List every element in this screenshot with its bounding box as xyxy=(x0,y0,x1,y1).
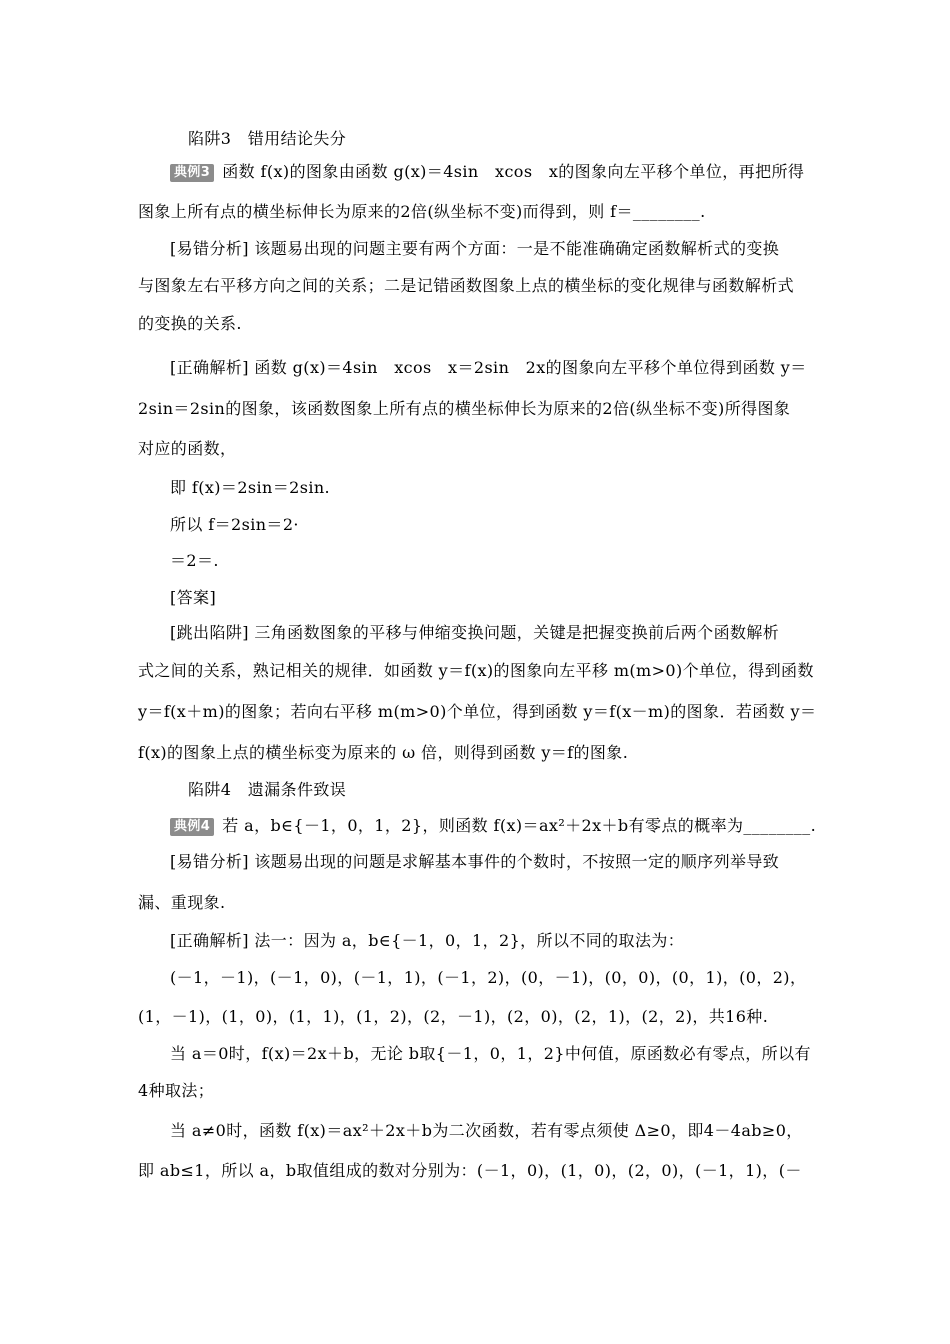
trap4-solution-line1: [正确解析] 法一：因为 a，b∈{－1，0，1，2}，所以不同的取法为： xyxy=(170,931,685,950)
trap4-error-line2: 漏、重现象. xyxy=(138,893,226,912)
trap3-solution-line4: 即 f(x)＝2sin＝2sin. xyxy=(170,478,331,497)
trap3-tip-line1: [跳出陷阱] 三角函数图象的平移与伸缩变换问题，关键是把握变换前后两个函数解析 xyxy=(170,623,780,642)
trap4-solution-line4: 当 a＝0时，f(x)＝2x＋b，无论 b取{－1，0，1，2}中何值，原函数必有零点，所以有 xyxy=(170,1044,811,1063)
trap3-solution-line3: 对应的函数， xyxy=(138,439,237,458)
trap4-error-line1: [易错分析] 该题易出现的问题是求解基本事件的个数时，不按照一定的顺序列举导致 xyxy=(170,852,780,871)
trap3-solution-line5: 所以 f＝2sin＝2· xyxy=(170,515,299,534)
trap3-error-line3: 的变换的关系. xyxy=(138,314,242,333)
trap4-solution-line6: 当 a≠0时，函数 f(x)＝ax²＋2x＋b为二次函数，若有零点须使 Δ≥0，即4－4ab≥0， xyxy=(170,1121,803,1140)
trap4-title: 陷阱4 遗漏条件致误 xyxy=(188,780,347,799)
example-badge: 典例3 xyxy=(170,164,214,182)
trap4-solution-line3: (1，－1)，(1，0)，(1，1)，(1，2)，(2，－1)，(2，0)，(2，1)，(2，2)，共16种. xyxy=(138,1007,769,1026)
trap3-problem-line2: 图象上所有点的横坐标伸长为原来的2倍(纵坐标不变)而得到，则 f＝________. xyxy=(138,202,706,221)
trap3-title: 陷阱3 错用结论失分 xyxy=(188,129,347,148)
trap4-solution-line5: 4种取法； xyxy=(138,1081,215,1100)
trap4-solution-line2: (－1，－1)，(－1，0)，(－1，1)，(－1，2)，(0，－1)，(0，0)，(0，1)，(0，2)， xyxy=(170,968,807,987)
trap3-tip-line2: 式之间的关系，熟记相关的规律．如函数 y＝f(x)的图象向左平移 m(m>0)个单位，得到函数 xyxy=(138,661,814,680)
trap3-solution-line1: [正确解析] 函数 g(x)＝4sin xcos x＝2sin 2x的图象向左平移个单位得到函数 y＝ xyxy=(170,358,807,377)
trap3-solution-line2: 2sin＝2sin的图象，该函数图象上所有点的横坐标伸长为原来的2倍(纵坐标不变)所得图象 xyxy=(138,399,791,418)
trap4-problem-line1: 若 a，b∈{－1，0，1，2}，则函数 f(x)＝ax²＋2x＋b有零点的概率为________. xyxy=(222,816,817,835)
trap3-problem xyxy=(170,161,814,183)
example-badge: 典例4 xyxy=(170,818,214,836)
trap3-error-line1: [易错分析] 该题易出现的问题主要有两个方面：一是不能准确确定函数解析式的变换 xyxy=(170,239,780,258)
trap4-problem xyxy=(170,815,817,837)
trap3-tip-line3: y＝f(x＋m)的图象；若向右平移 m(m>0)个单位，得到函数 y＝f(x－m)的图象．若函数 y＝ xyxy=(138,702,817,721)
trap3-tip-line4: f(x)的图象上点的横坐标变为原来的 ω 倍，则得到函数 y＝f的图象. xyxy=(138,743,629,762)
trap3-error-line2: 与图象左右平移方向之间的关系；二是记错函数图象上点的横坐标的变化规律与函数解析式 xyxy=(138,276,795,295)
trap4-solution-line7: 即 ab≤1，所以 a，b取值组成的数对分别为：(－1，0)，(1，0)，(2，0)，(－1，1)，(－ xyxy=(138,1161,802,1180)
trap3-solution-line6: ＝2＝. xyxy=(170,551,219,570)
trap3-answer: [答案] xyxy=(170,588,217,607)
trap3-problem-line1: 函数 f(x)的图象由函数 g(x)＝4sin xcos x的图象向左平移个单位，再把所得 xyxy=(222,162,805,181)
